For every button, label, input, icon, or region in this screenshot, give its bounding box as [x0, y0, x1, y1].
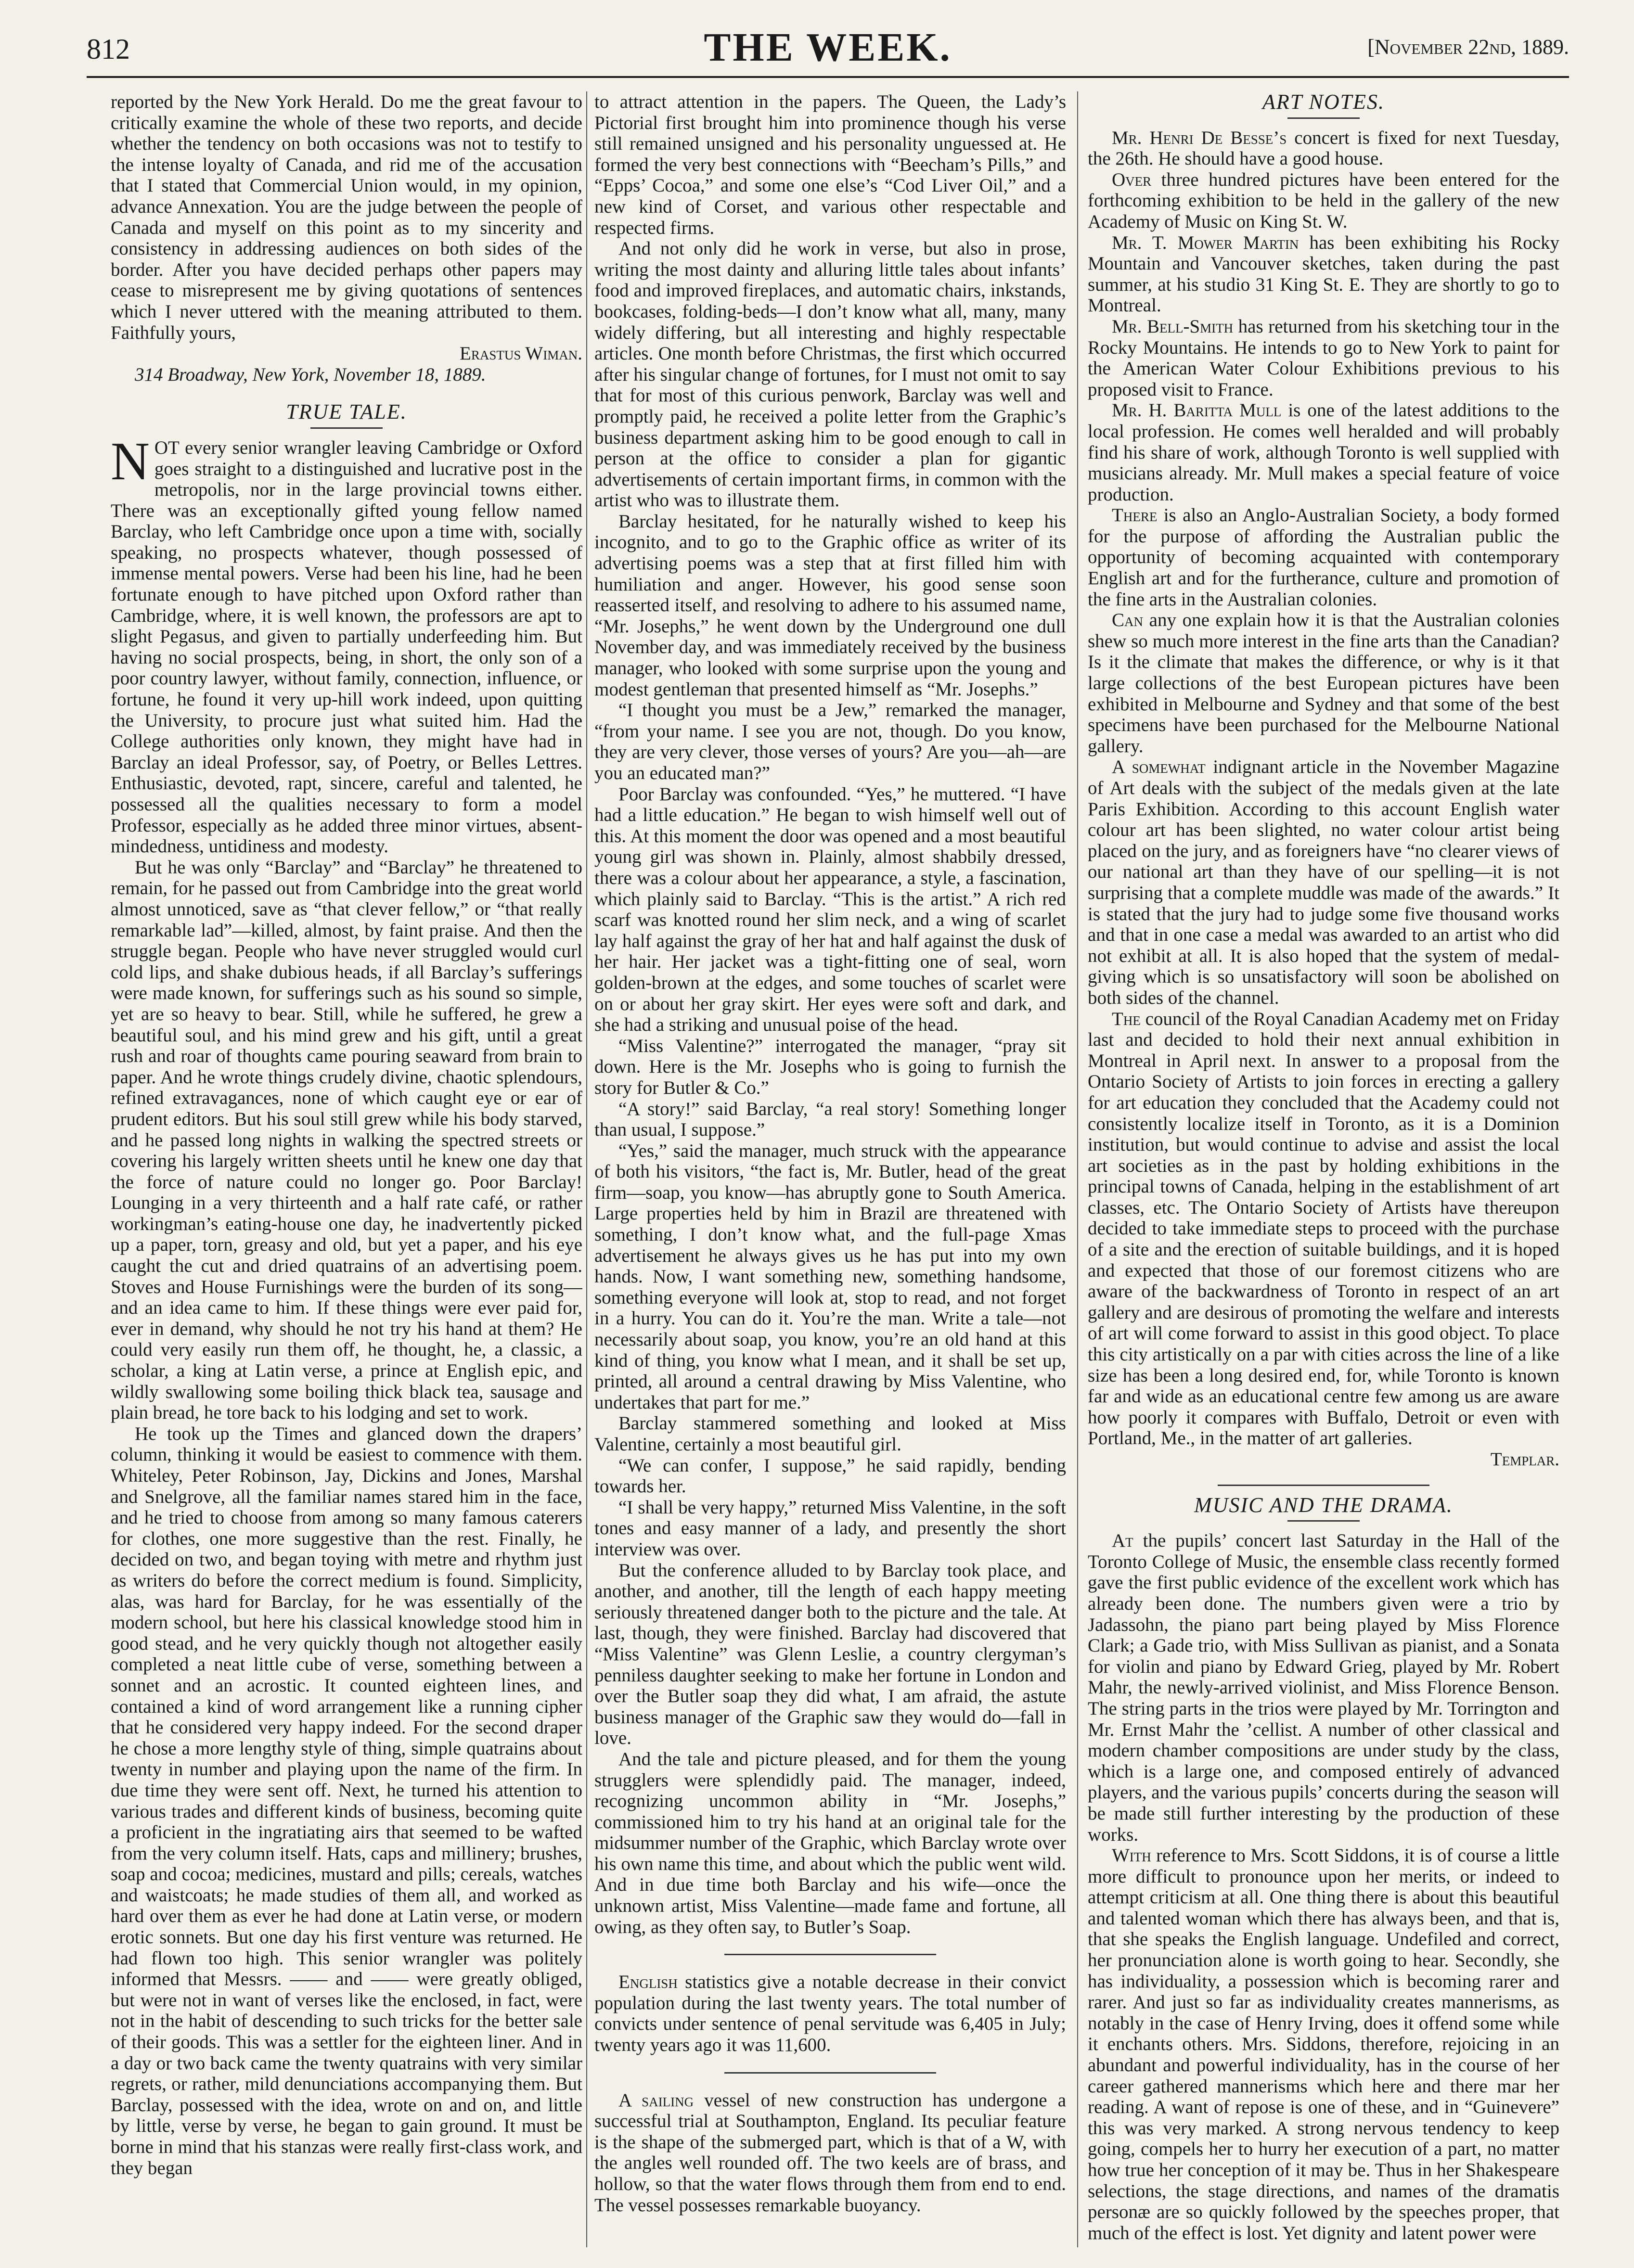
- art-note: [1088, 169, 1559, 232]
- art-note: [1088, 610, 1559, 756]
- note-lead: Mr. Henri De Besse’s: [1112, 127, 1287, 148]
- note-text: concert is fixed for next Tuesday, the 26th. He should have a good house.: [1088, 127, 1559, 169]
- music-drama-title: MUSIC AND THE DRAMA.: [1194, 1493, 1453, 1517]
- art-note: [1088, 400, 1559, 505]
- note-lead: With: [1112, 1845, 1151, 1866]
- note-lead: Mr. T. Mower Martin: [1112, 232, 1299, 253]
- note-lead: Mr. Bell-Smith: [1112, 316, 1234, 337]
- column-1: [111, 91, 582, 2247]
- art-note: [1088, 232, 1559, 316]
- header-rule: [87, 76, 1569, 78]
- note-lead: The: [1112, 1008, 1141, 1029]
- drop-cap: N: [111, 431, 150, 491]
- note-text: reference to Mrs. Scott Siddons, it is of course a little more difficult to pronounce upon her merits, or indeed to attempt criticism at all. One thing there is about this beautiful and talented woman which there has always been, and that is, that she speaks the English language. Undefiled and correct, her pronunciation alone is worth going to hear. Secondly, she has individuality, a possession which is becoming rarer and rarer. And just so far as individuality creates mannerisms, as notably in the case of Henry Irving, does it offend some while it enchants others. Mrs. Siddons, therefore, rejoicing in an abundant and powerful individuality, has in the course of her career gathered mannerisms which here and there mar her reading. A want of repose is one of these, and in “Guinevere” this was very marked. A strong nervous tendency to keep going, compels her to hurry her execution of a part, no matter how true her conception of it may be. Thus in her Shakespeare selections, the stage directions, and names of the dramatis personæ are so quickly followed by the speeches proper, that much of the effect is lost. Yet dignity and latent power were: [1088, 1845, 1559, 2243]
- tale-paragraph: But the conference alluded to by Barclay took place, and another, and another, till the length of each happy meeting seriously threatened danger both to the picture and the tale. At last, though, they were finished. Barclay had discovered that “Miss Valentine” was Glenn Leslie, a country clergyman’s penniless daughter seeking to make her fortune in London and over the Butler soap they did what, I am afraid, the astute business manager of the Graphic saw they would do—fall in love.: [594, 1560, 1066, 1749]
- tale-paragraph: to attract attention in the papers. The Queen, the Lady’s Pictorial first brought him into prominence though his verse still remained unsigned and his personality unguessed at. He formed the very best connections with “Beecham’s Pills,” and “Epps’ Cocoa,” and some one else’s “Cod Liver Oil,” and a new kind of Corset, and various other respectable and respected firms.: [594, 91, 1066, 238]
- note-lead: A sailing: [618, 2089, 694, 2111]
- tale-paragraph: But he was only “Barclay” and “Barclay” he threatened to remain, for he passed out from Cambridge into the great world almost unnoticed, save as “that clever fellow,” or “that really remarkable lad”—killed, almost, by faint praise. And then the struggle began. People who have never struggled would curl cold lips, and shake dubious heads, if all Barclay’s sufferings were made known, for sufferings such as his sound so simple, yet are so heavy to bear. Still, while he suffered, he grew a beautiful soul, and his mind grew and his gift, until a great rush and roar of thoughts came pouring seaward from brain to paper. And he wrote things crudely divine, chaotic splendours, refined extravagances, none of which caught eye or ear of prudent editors. But his soul still grew while his body starved, and he passed long nights in walking the spectred streets or covering his largely written sheets until he knew one day that the force of nature could no longer go. Poor Barclay! Lounging in a very thirteenth and a half rate café, or rather workingman’s eating-house one day, he inadvertently picked up a paper, torn, greasy and old, but yet a paper, and his eye caught the cut and dried quatrains of an advertising poem. Stoves and House Furnishings were the burden of its song—and an idea came to him. If these things were ever paid for, ever in demand, why should he not try his hand at them? He could very easily run them off, he thought, he, a classic, a scholar, a king at Latin verse, a prince at English epic, and wildly swallowing some boiling thick black tea, sausage and plain bread, he tore back to his lodging and set to work.: [111, 857, 582, 1423]
- tale-paragraph: And the tale and picture pleased, and for them the young strugglers were splendidly paid. The manager, indeed, recognizing uncommon ability in “Mr. Josephs,” commissioned him to try his hand at an original tale for the midsummer number of the Graphic, which Barclay wrote over his own name this time, and about which the public went wild. And in due time both Barclay and his wife—once the unknown artist, Miss Valentine—made fame and fortune, all owing, as they often say, to Butler’s Soap.: [594, 1748, 1066, 1937]
- tale-paragraph: Barclay hesitated, for he naturally wished to keep his incognito, and to go to the Graphic office as writer of its advertising poems was a step that at first filled him with humiliation and anger. However, his good sense soon reasserted itself, and resolving to adhere to his assumed name, “Mr. Josephs,” he went down by the Underground one dull November day, and was immediately received by the business manager, who looked with some surprise upon the young and modest gentleman that presented himself as “Mr. Josephs.”: [594, 511, 1066, 700]
- note-lead: Over: [1112, 169, 1152, 190]
- news-note: [594, 1972, 1066, 2055]
- note-text: has returned from his sketching tour in the Rocky Mountains. He intends to go to New York to paint for the American Water Colour Exhibitions previous to his proposed visit to France.: [1088, 316, 1559, 400]
- note-text: the pupils’ concert last Saturday in the Hall of the Toronto College of Music, the ensemble class recently formed gave the first public evidence of the excellent work which has already been done. The numbers given were a trio by Jadassohn, the piano part being played by Miss Florence Clark; a Gade trio, with Miss Sullivan as pianist, and a Sonata for violin and piano by Edward Grieg, played by Mr. Robert Mahr, the newly-arrived violinist, and Miss Florence Benson. The string parts in the trios were played by Mr. Torrington and Mr. Ernst Mahr the ’cellist. A number of other classical and modern chamber compositions are under study by the class, which is a large one, and composed entirely of advanced players, and the various pupils’ concerts during the season will be made still further interesting by the production of these works.: [1088, 1530, 1559, 1845]
- note-text: is one of the latest additions to the local profession. He comes well heralded and will probably find his share of work, although Toronto is well supplied with musicians already. Mr. Mull makes a special feature of voice production.: [1088, 400, 1559, 505]
- tale-paragraph: “We can confer, I suppose,” he said rapidly, bending towards her.: [594, 1455, 1066, 1497]
- tale-paragraph: And not only did he work in verse, but also in prose, writing the most dainty and alluring little tales about infants’ food and improved fireplaces, and automatic chairs, inkstands, bookcases, folding-beds—I don’t know what all, many, many widely differing, but all interesting and highly respectable articles. One month before Christmas, the first which occurred after his singular change of fortunes, for I must not omit to say that for most of this curious penwork, Barclay was well and promptly paid, he received a polite letter from the Graphic’s business department asking him to be good enough to call in person at the office to consider a plan for gigantic advertisements of certain important firms, in common with the artist who was to illustrate them.: [594, 238, 1066, 511]
- note-text: has been exhibiting his Rocky Mountain and Vancouver sketches, taken during the past summer, at his studio 31 King St. E. They are shortly to go to Montreal.: [1088, 232, 1559, 316]
- note-lead: Mr. H. Baritta Mull: [1112, 400, 1282, 421]
- tale-paragraph: “A story!” said Barclay, “a real story! Something longer than usual, I suppose.”: [594, 1098, 1066, 1140]
- column-2: [594, 91, 1066, 2247]
- art-signature: Templar.: [1490, 1449, 1559, 1470]
- art-notes-title: ART NOTES.: [1262, 91, 1385, 114]
- letter-dateline: 314 Broadway, New York, November 18, 1889.: [135, 364, 486, 385]
- note-lead: At: [1112, 1530, 1133, 1551]
- music-paragraph: [1088, 1530, 1559, 1845]
- art-note: [1088, 756, 1559, 1008]
- note-lead: English: [618, 1972, 678, 1993]
- news-note: [594, 2090, 1066, 2216]
- music-paragraph: [1088, 1845, 1559, 2243]
- section-rule: [1218, 1485, 1429, 1486]
- note-text: council of the Royal Canadian Academy met on Friday last and decided to hold their next annual exhibition in Montreal in April next. In answer to a proposal from the Ontario Society of Artists to join forces in erecting a gallery for art education they concluded that the Academy could not consistently localize itself in Toronto, as it is a Dominion institution, but would continue to advise and assist the local art societies as in the past by holding exhibitions in the principal towns of Canada, helping in the establishment of art classes, etc. The Ontario Society of Artists have thereupon decided to take immediate steps to proceed with the purchase of a site and the erection of suitable buildings, and it is hoped and expected that those of our foremost citizens who are aware of the backwardness of Toronto in respect of an art gallery and are desirous of promoting the welfare and interests of art will come forward to assist in this good object. To place this city artistically on a par with cities across the line of a like size has been a long desired end, for, while Toronto is known far and wide as an educational centre few among us are aware how poorly it compares with Buffalo, Detroit or even with Portland, Me., in the matter of art galleries.: [1088, 1008, 1559, 1449]
- art-note: [1088, 128, 1559, 169]
- issue-date: [November 22nd, 1889.: [1367, 35, 1569, 59]
- note-lead: A somewhat: [1112, 756, 1206, 778]
- tale-paragraph: Barclay stammered something and looked at Miss Valentine, certainly a most beautiful girl.: [594, 1413, 1066, 1455]
- note-text: three hundred pictures have been entered for the forthcoming exhibition to be held in the gallery of the new Academy of Music on King St. W.: [1088, 169, 1559, 232]
- art-note: [1088, 316, 1559, 400]
- note-text: vessel of new construction has undergone a successful trial at Southampton, England. Its peculiar feature is the shape of the submerged part, which is that of a W, with the angles well rounded off. The two keels are of brass, and hollow, so that the water flows through them from end to end. The vessel possesses remarkable buoyancy.: [594, 2089, 1066, 2216]
- tale-paragraph: [111, 431, 582, 857]
- column-divider: [1077, 91, 1078, 2247]
- note-text: statistics give a notable decrease in their convict population during the last twenty years. The total number of convicts under sentence of penal servitude was 6,405 in July; twenty years ago it was 11,600.: [594, 1972, 1066, 2056]
- column-3: [1088, 91, 1559, 2247]
- tale-paragraph: “I thought you must be a Jew,” remarked the manager, “from your name. I see you are not, though. Do you know, they are very clever, those verses of yours? Are you—ah—are you an educated man?”: [594, 700, 1066, 783]
- page-number: 812: [87, 33, 130, 65]
- section-rule: [724, 1954, 936, 1955]
- true-tale-title: TRUE TALE.: [286, 400, 407, 424]
- art-note: [1088, 505, 1559, 610]
- title-rule: [1287, 1520, 1360, 1522]
- tale-paragraph: He took up the Times and glanced down the drapers’ column, thinking it would be easiest to commence with them. Whiteley, Peter Robinson, Jay, Dickins and Jones, Marshal and Snelgrove, all the familiar names stared him in the face, and he tried to choose from among so many famous caterers for clothes, one more suggestive than the rest. Finally, he decided on two, and began toying with metre and rhythm just as writers do before the correct medium is found. Simplicity, alas, was hard for Barclay, for he was essentially of the modern school, but here his classical knowledge stood him in good stead, and he very quickly though not altogether easily completed a neat little cube of verse, something between a sonnet and an acrostic. It counted eighteen lines, and contained a kind of word arrangement like a running cipher that he considered very happy indeed. For the second draper he chose a more lengthy style of thing, simple quatrains about twenty in number and playing upon the name of the firm. In due time they were sent off. Next, he turned his attention to various trades and different kinds of business, becoming quite a proficient in the ingratiating airs that seemed to be wafted from the very column itself. Hats, caps and millinery; brushes, soap and cocoa; medicines, mustard and pills; cereals, watches and waistcoats; he made studies of them all, and worked as hard over them as ever he had done at Latin verse, or modern erotic sonnets. But one day his first venture was returned. He had flown too high. This senior wrangler was politely informed that Messrs. —— and —— were greatly obliged, but were not in want of verses like the enclosed, in fact, were not in the habit of descending to such tricks for the better sale of their goods. This was a settler for the eighteen liner. And in a day or two back came the twenty quatrains with very similar regrets, or rather, mild denunciations accompanying them. But Barclay, possessed with the idea, wrote on and on, and little by little, verse by verse, he began to gain ground. It must be borne in mind that his stanzas were really first-class work, and they began: [111, 1423, 582, 2178]
- title-rule: [1287, 117, 1360, 119]
- note-lead: There: [1112, 505, 1158, 526]
- art-note: [1088, 1009, 1559, 1449]
- tale-paragraph-text: OT every senior wrangler leaving Cambridge or Oxford goes straight to a distinguished and lucrative post in the metropolis, nor in the large provincial towns either. There was an exceptionally gifted young fellow named Barclay, who left Cambridge once upon a time with, socially speaking, no prospects whatever, though possessed of immense mental powers. Verse had been his line, had he been fortunate enough to have pitched upon Oxford rather than Cambridge, where, it is well known, the professors are apt to slight Pegasus, and given to partially underfeeding him. But having no social prospects, being, in short, the only son of a poor country lawyer, without family, connection, influence, or fortune, he found it very up-hill work indeed, upon quitting the University, to procure just what suited him. Had the College authorities only known, they might have had in Barclay an ideal Professor, say, of Poetry, or Belles Lettres. Enthusiastic, devoted, rapt, sincere, careful and talented, he possessed all the qualities necessary to form a model Professor, especially as he added three minor virtues, absent-mindedness, untidiness and modesty.: [111, 437, 582, 857]
- note-text: any one explain how it is that the Australian colonies shew so much more interest in the fine arts than the Canadian? Is it the climate that makes the difference, or why is it that large collections of the best European pictures have been exhibited in Melbourne and Sydney and that some of the best specimens have been purchased for the Melbourne National gallery.: [1088, 610, 1559, 756]
- note-lead: Can: [1112, 610, 1144, 631]
- tale-paragraph: Poor Barclay was confounded. “Yes,” he muttered. “I have had a little education.” He began to wish himself well out of this. At this moment the door was opened and a most beautiful young girl was shown in. Plainly, almost shabbily dressed, there was a colour about her appearance, a style, a fascination, which plainly said to Barclay. “This is the artist.” A rich red scarf was knotted round her slim neck, and a wing of scarlet lay half against the gray of her hat and half against the dusk of her hair. Her jacket was a tight-fitting one of seal, worn golden-brown at the edges, and some touches of scarlet were on or about her gray skirt. Her eyes were soft and dark, and she had a striking and unusual poise of the head.: [594, 783, 1066, 1036]
- tale-paragraph: “Miss Valentine?” interrogated the manager, “pray sit down. Here is the Mr. Josephs who is going to furnish the story for Butler & Co.”: [594, 1035, 1066, 1098]
- tale-paragraph: “Yes,” said the manager, much struck with the appearance of both his visitors, “the fact is, Mr. Butler, head of the great firm—soap, you know—has abruptly gone to South America. Large properties held by him in Brazil are threatened with something, I don’t know what, and the full-page Xmas advertisement he always gives us he has put into my own hands. Now, I want something new, something handsome, something everyone will look at, stop to read, and not forget in a hurry. You can do it. You’re the man. Write a tale—not necessarily about soap, you know, you’re an old hand at this kind of thing, you know what I mean, and it shall be set up, printed, all around a central drawing by Miss Valentine, who undertakes that part for me.”: [594, 1140, 1066, 1413]
- letter-signature: Erastus Wiman.: [460, 343, 582, 364]
- column-divider: [586, 91, 587, 2247]
- letter-paragraph: reported by the New York Herald. Do me the great favour to critically examine the whole of these two reports, and decide whether the tendency on both occasions was not to testify to the intense loyalty of Canada, and rid me of the accusation that I stated that Commercial Union would, in my opinion, advance Annexation. You are the judge between the people of Canada and myself on this point as to my sincerity and consistency in addressing audiences on both sides of the border. After you have decided perhaps other papers may cease to misrepresent me by giving quotations of sentences which I never uttered with the meaning attributed to them. Faithfully yours,: [111, 91, 582, 343]
- note-text: is also an Anglo-Australian Society, a body formed for the purpose of affording the Australian public the opportunity of becoming acquainted with contemporary English art and for the furtherance, culture and promotion of the fine arts in the Australian colonies.: [1088, 505, 1559, 610]
- tale-paragraph: “I shall be very happy,” returned Miss Valentine, in the soft tones and easy manner of a lady, and presently the short interview was over.: [594, 1497, 1066, 1560]
- title-rule: [310, 427, 383, 429]
- section-rule: [724, 2072, 936, 2074]
- note-text: indignant article in the November Magazine of Art deals with the subject of the medals given at the late Paris Exhibition. According to this account English water colour art has been slighted, no water colour artist being placed on the jury, and as foreigners have “no clearer views of our national art than they have of our spelling—it is not surprising that a complete muddle was made of the awards.” It is stated that the jury had to judge some five thousand works and that in one case a medal was awarded to an artist who did not exhibit at all. It is also hoped that the system of medal-giving which is so unsatisfactory will soon be abolished on both sides of the channel.: [1088, 756, 1559, 1008]
- masthead: THE WEEK.: [704, 25, 952, 70]
